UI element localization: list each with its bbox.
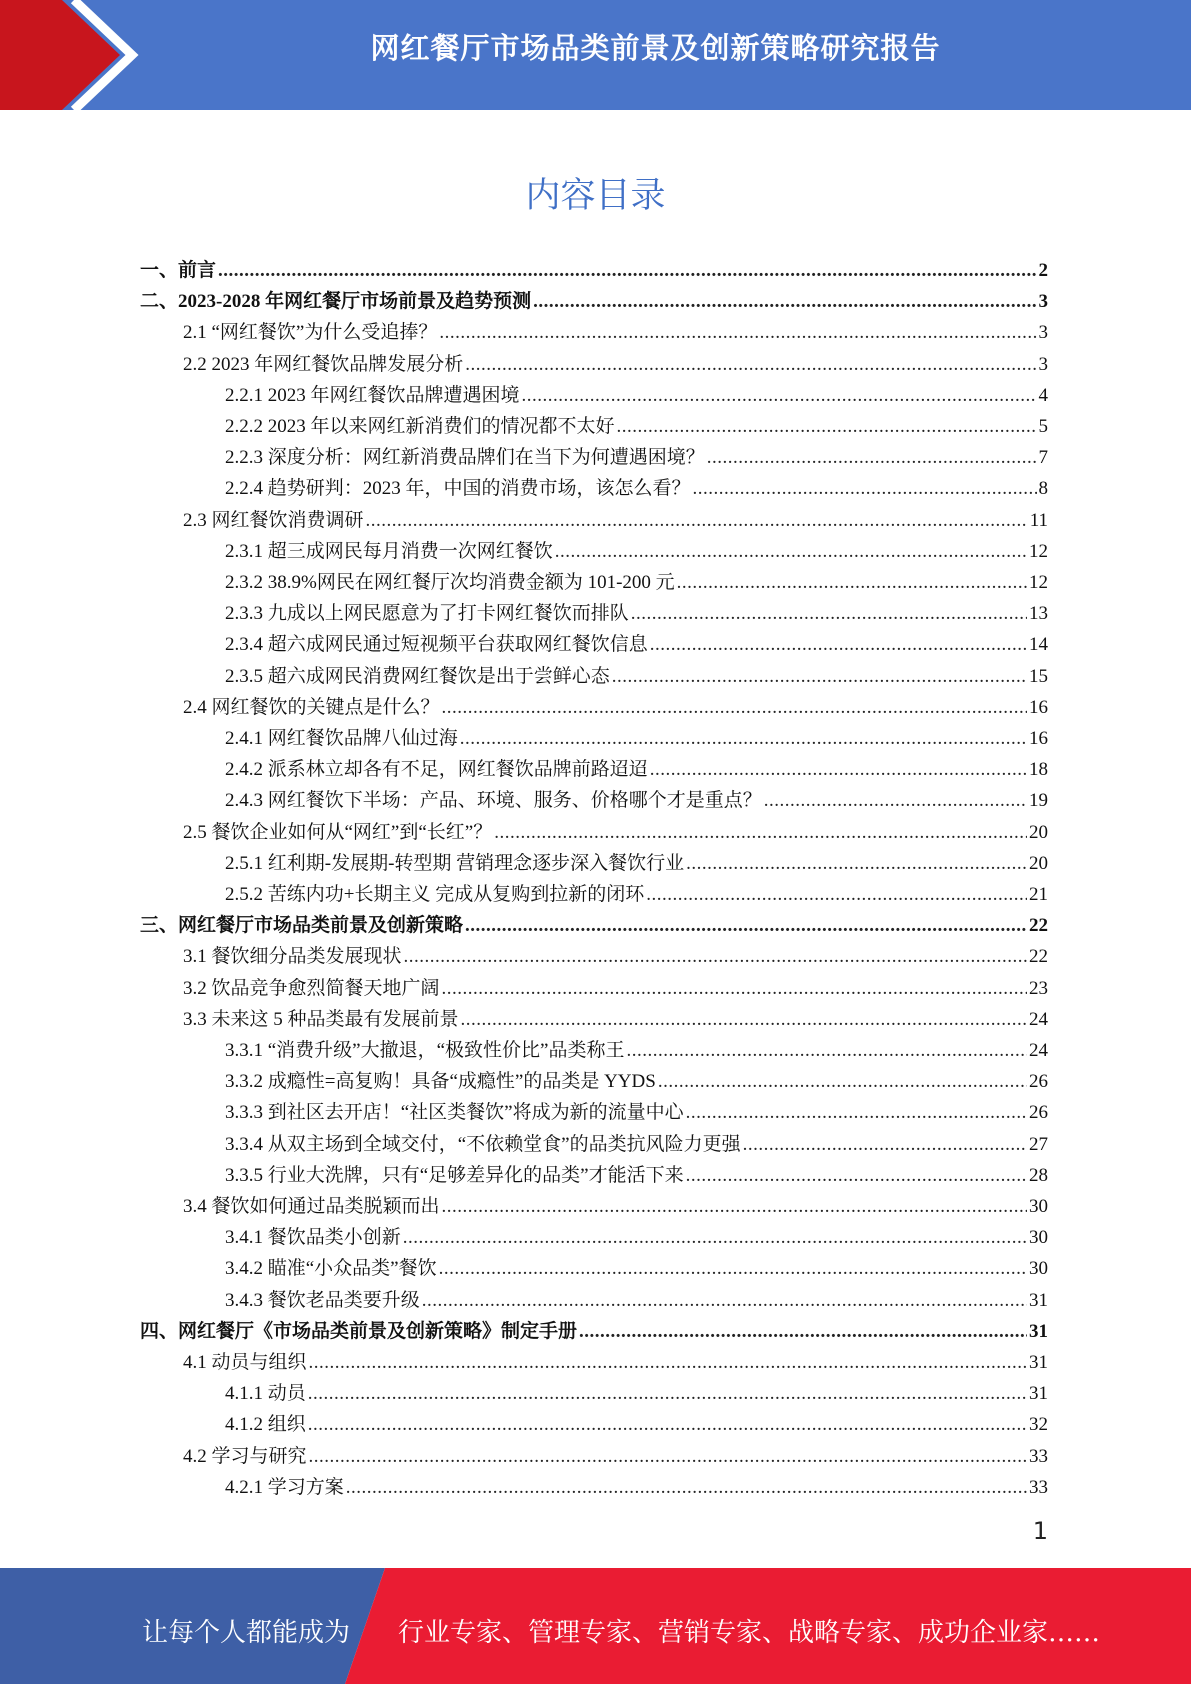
toc-entry[interactable] xyxy=(183,817,1048,848)
toc-leader-dots xyxy=(439,1253,1027,1284)
toc-entry[interactable] xyxy=(140,286,1048,317)
toc-entry-page: 15 xyxy=(1029,665,1048,687)
toc-entry-label: 2.3 网红餐饮消费调研 xyxy=(183,509,364,531)
toc-entry-page: 24 xyxy=(1029,1040,1048,1061)
toc-leader-dots xyxy=(743,1129,1027,1160)
toc-leader-dots xyxy=(346,1472,1027,1503)
toc-leader-dots xyxy=(465,349,1036,380)
toc-entry-page: 33 xyxy=(1029,1445,1048,1467)
toc-entry[interactable] xyxy=(225,1409,1048,1440)
toc-leader-dots xyxy=(707,442,1037,473)
toc-entry-label: 三、网红餐厅市场品类前景及创新策略 xyxy=(140,915,464,937)
toc-leader-dots xyxy=(309,1347,1027,1378)
page-footer xyxy=(0,1568,1191,1684)
toc-entry-label: 2.4.3 网红餐饮下半场：产品、环境、服务、价格哪个才是重点？ xyxy=(225,790,762,812)
toc-entry[interactable] xyxy=(183,941,1048,972)
toc-entry-label: 3.3.3 到社区去开店！“社区类餐饮”将成为新的流量中心 xyxy=(225,1102,684,1124)
toc-entry-page: 23 xyxy=(1029,977,1048,999)
toc-entry[interactable] xyxy=(183,317,1048,348)
toc-entry-label: 4.1 动员与组织 xyxy=(183,1352,307,1373)
toc-entry-label: 3.2 饮品竞争愈烈简餐天地广阔 xyxy=(183,977,440,999)
toc-entry-page: 20 xyxy=(1029,852,1048,874)
toc-entry-page: 30 xyxy=(1029,1258,1048,1280)
toc-entry-label: 2.2 2023 年网红餐饮品牌发展分析 xyxy=(183,353,464,375)
toc-entry-page: 13 xyxy=(1029,603,1048,625)
toc-leader-dots xyxy=(631,598,1027,629)
toc-entry[interactable] xyxy=(225,1035,1048,1066)
toc-leader-dots xyxy=(403,1222,1027,1253)
toc-entry-page: 28 xyxy=(1029,1164,1048,1186)
toc-entry-label: 2.2.1 2023 年网红餐饮品牌遭遇困境 xyxy=(225,384,520,406)
toc-entry-label: 2.4.1 网红餐饮品牌八仙过海 xyxy=(225,728,458,749)
toc-entry-page: 19 xyxy=(1029,790,1048,812)
toc-entry-page: 20 xyxy=(1029,821,1048,843)
toc-entry-label: 2.2.2 2023 年以来网红新消费们的情况都不太好 xyxy=(225,416,615,437)
toc-entry-page: 22 xyxy=(1029,915,1048,937)
toc-entry-label: 2.2.3 深度分析：网红新消费品牌们在当下为何遭遇困境？ xyxy=(225,447,705,469)
toc-entry[interactable] xyxy=(183,1004,1048,1035)
toc-entry-page: 30 xyxy=(1029,1227,1048,1249)
toc-entry-page: 3 xyxy=(1038,322,1048,344)
toc-entry-page: 16 xyxy=(1029,728,1048,749)
toc-leader-dots xyxy=(579,1316,1027,1347)
toc-entry-page: 14 xyxy=(1029,634,1048,656)
toc-entry-label: 3.4.2 瞄准“小众品类”餐饮 xyxy=(225,1258,437,1280)
toc-entry-page: 31 xyxy=(1029,1383,1048,1405)
toc-leader-dots xyxy=(442,1191,1027,1222)
toc-entry-page: 8 xyxy=(1038,478,1048,500)
toc-entry-label: 3.4.3 餐饮老品类要升级 xyxy=(225,1289,420,1311)
toc-entry[interactable] xyxy=(225,380,1048,411)
toc-entry-page: 31 xyxy=(1029,1289,1048,1311)
toc-entry[interactable] xyxy=(225,754,1048,785)
toc-entry[interactable] xyxy=(225,785,1048,816)
toc-entry[interactable] xyxy=(225,848,1048,879)
toc-leader-dots xyxy=(308,1409,1027,1440)
toc-leader-dots xyxy=(650,629,1027,660)
toc-entry-page: 5 xyxy=(1038,416,1048,437)
toc-entry[interactable] xyxy=(225,1097,1048,1128)
footer-slogan-left: 让每个人都能成为 xyxy=(142,1618,351,1648)
toc-entry-page: 24 xyxy=(1029,1008,1048,1030)
footer-slogan-right: 行业专家、管理专家、营销专家、战略专家、成功企业家…… xyxy=(398,1618,1101,1648)
toc-entry-label: 3.3.2 成瘾性=高复购！具备“成瘾性”的品类是 YYDS xyxy=(225,1071,656,1093)
toc-entry-label: 3.3.1 “消费升级”大撤退，“极致性价比”品类称王 xyxy=(225,1040,625,1061)
toc-entry-page: 31 xyxy=(1029,1320,1048,1342)
toc-leader-dots xyxy=(442,973,1027,1004)
toc-leader-dots xyxy=(308,1378,1027,1409)
toc-entry-page: 30 xyxy=(1029,1196,1048,1217)
toc-entry-page: 26 xyxy=(1029,1102,1048,1124)
toc-entry[interactable] xyxy=(225,1472,1048,1503)
toc-leader-dots xyxy=(555,536,1027,567)
toc-heading: 内容目录 xyxy=(525,176,666,216)
toc-leader-dots xyxy=(309,1441,1027,1472)
toc-entry[interactable] xyxy=(225,629,1048,660)
page-header xyxy=(0,0,1191,110)
toc-entry-page: 7 xyxy=(1038,447,1048,469)
toc-entry-page: 3 xyxy=(1038,353,1048,375)
toc-leader-dots xyxy=(461,1004,1027,1035)
toc-entry-label: 3.3 未来这 5 种品类最有发展前景 xyxy=(183,1008,459,1030)
toc-entry-label: 2.3.1 超三成网民每月消费一次网红餐饮 xyxy=(225,540,553,562)
toc-entry[interactable] xyxy=(183,505,1048,536)
toc-entry-page: 33 xyxy=(1029,1476,1048,1498)
toc-entry-label: 3.4.1 餐饮品类小创新 xyxy=(225,1227,401,1249)
toc-entry-label: 2.1 “网红餐饮”为什么受追捧？ xyxy=(183,322,438,344)
toc-leader-dots xyxy=(764,785,1027,816)
toc-entry-page: 18 xyxy=(1029,759,1048,781)
toc-entry-page: 12 xyxy=(1029,540,1048,562)
toc-entry[interactable] xyxy=(225,536,1048,567)
toc-entry[interactable] xyxy=(225,1285,1048,1316)
toc-entry[interactable] xyxy=(225,1066,1048,1097)
toc-entry-label: 3.3.5 行业大洗牌，只有“足够差异化的品类”才能活下来 xyxy=(225,1164,684,1186)
toc-leader-dots xyxy=(658,1066,1027,1097)
toc-leader-dots xyxy=(442,692,1027,723)
toc-entry[interactable] xyxy=(183,973,1048,1004)
toc-leader-dots xyxy=(617,411,1037,442)
toc-entry[interactable] xyxy=(225,661,1048,692)
toc-entry[interactable] xyxy=(225,473,1048,504)
toc-entry[interactable] xyxy=(225,1160,1048,1191)
toc-leader-dots xyxy=(686,1097,1027,1128)
toc-entry-page: 16 xyxy=(1029,696,1048,718)
toc-entry-label: 2.5.1 红利期-发展期-转型期 营销理念逐步深入餐饮行业 xyxy=(225,852,685,874)
toc-entry-page: 4 xyxy=(1038,384,1048,406)
toc-leader-dots xyxy=(366,505,1028,536)
toc-entry[interactable] xyxy=(183,349,1048,380)
toc-entry[interactable] xyxy=(225,1253,1048,1284)
toc-entry[interactable] xyxy=(183,1347,1048,1378)
toc-entry[interactable] xyxy=(140,255,1048,286)
toc-leader-dots xyxy=(465,910,1027,941)
toc-entry-label: 2.3.2 38.9%网民在网红餐厅次均消费金额为 101-200 元 xyxy=(225,572,675,593)
toc-entry-page: 27 xyxy=(1029,1133,1048,1155)
toc-leader-dots xyxy=(626,1035,1027,1066)
toc-entry[interactable] xyxy=(183,692,1048,723)
toc-entry[interactable] xyxy=(183,1191,1048,1222)
toc-entry-label: 2.4.2 派系林立却各有不足，网红餐饮品牌前路迢迢 xyxy=(225,759,648,781)
toc-leader-dots xyxy=(522,380,1037,411)
toc-leader-dots xyxy=(686,848,1027,879)
toc-entry[interactable] xyxy=(140,1316,1048,1347)
toc-leader-dots xyxy=(686,1160,1027,1191)
toc-entry-page: 26 xyxy=(1029,1071,1048,1093)
report-title: 网红餐厅市场品类前景及创新策略研究报告 xyxy=(370,31,941,65)
toc-leader-dots xyxy=(404,941,1027,972)
toc-leader-dots xyxy=(650,754,1027,785)
toc-entry-page: 21 xyxy=(1029,884,1048,905)
toc-entry[interactable] xyxy=(183,1441,1048,1472)
toc-leader-dots xyxy=(693,473,1037,504)
toc-leader-dots xyxy=(494,817,1027,848)
toc-entry[interactable] xyxy=(225,1129,1048,1160)
toc-leader-dots xyxy=(677,567,1027,598)
toc-entry-label: 3.1 餐饮细分品类发展现状 xyxy=(183,946,402,968)
toc-entry-label: 四、网红餐厅《市场品类前景及创新策略》制定手册 xyxy=(140,1320,578,1342)
toc-entry[interactable] xyxy=(225,879,1048,910)
toc-entry-label: 3.3.4 从双主场到全域交付，“不依赖堂食”的品类抗风险力更强 xyxy=(225,1133,741,1155)
toc-entry-label: 2.5.2 苦练内功+长期主义 完成从复购到拉新的闭环 xyxy=(225,884,645,905)
toc-entry-page: 12 xyxy=(1029,572,1048,593)
toc-entry-page: 11 xyxy=(1029,509,1048,531)
toc-leader-dots xyxy=(439,317,1036,348)
toc-entry[interactable] xyxy=(225,567,1048,598)
toc-entry-label: 2.4 网红餐饮的关键点是什么？ xyxy=(183,696,440,718)
toc-entry-label: 2.3.5 超六成网民消费网红餐饮是出于尝鲜心态 xyxy=(225,665,610,687)
toc-entry[interactable] xyxy=(225,723,1048,754)
toc-leader-dots xyxy=(646,879,1027,910)
toc-entry-page: 3 xyxy=(1038,291,1048,313)
toc-entry[interactable] xyxy=(225,1222,1048,1253)
toc-entry-label: 3.4 餐饮如何通过品类脱颖而出 xyxy=(183,1196,440,1217)
toc-entry-label: 4.2.1 学习方案 xyxy=(225,1476,344,1498)
toc-leader-dots xyxy=(612,661,1027,692)
page-number: 1 xyxy=(1032,1517,1048,1545)
toc-entry-page: 31 xyxy=(1029,1352,1048,1373)
toc-entry-page: 2 xyxy=(1038,260,1048,281)
toc-leader-dots xyxy=(460,723,1027,754)
toc-entry[interactable] xyxy=(225,442,1048,473)
toc-entry-label: 二、2023-2028 年网红餐厅市场前景及趋势预测 xyxy=(140,291,532,313)
toc-entry-label: 一、前言 xyxy=(140,260,217,281)
toc-entry-label: 4.1.2 组织 xyxy=(225,1414,306,1436)
toc-entry-page: 32 xyxy=(1029,1414,1048,1436)
toc-entry[interactable] xyxy=(225,598,1048,629)
toc-leader-dots xyxy=(422,1285,1027,1316)
toc-entry[interactable] xyxy=(225,1378,1048,1409)
toc-entry-label: 2.2.4 趋势研判：2023 年，中国的消费市场，该怎么看？ xyxy=(225,478,691,500)
toc-entry-label: 2.3.3 九成以上网民愿意为了打卡网红餐饮而排队 xyxy=(225,603,629,625)
toc-entry-label: 2.3.4 超六成网民通过短视频平台获取网红餐饮信息 xyxy=(225,634,648,656)
toc-entry[interactable] xyxy=(140,910,1048,941)
toc-entry-label: 2.5 餐饮企业如何从“网红”到“长红”？ xyxy=(183,821,493,843)
toc-entry-label: 4.1.1 动员 xyxy=(225,1383,306,1405)
toc-entry-page: 22 xyxy=(1029,946,1048,968)
toc-entry[interactable] xyxy=(225,411,1048,442)
toc-leader-dots xyxy=(533,286,1036,317)
toc-leader-dots xyxy=(218,255,1036,286)
toc-entry-label: 4.2 学习与研究 xyxy=(183,1445,307,1467)
